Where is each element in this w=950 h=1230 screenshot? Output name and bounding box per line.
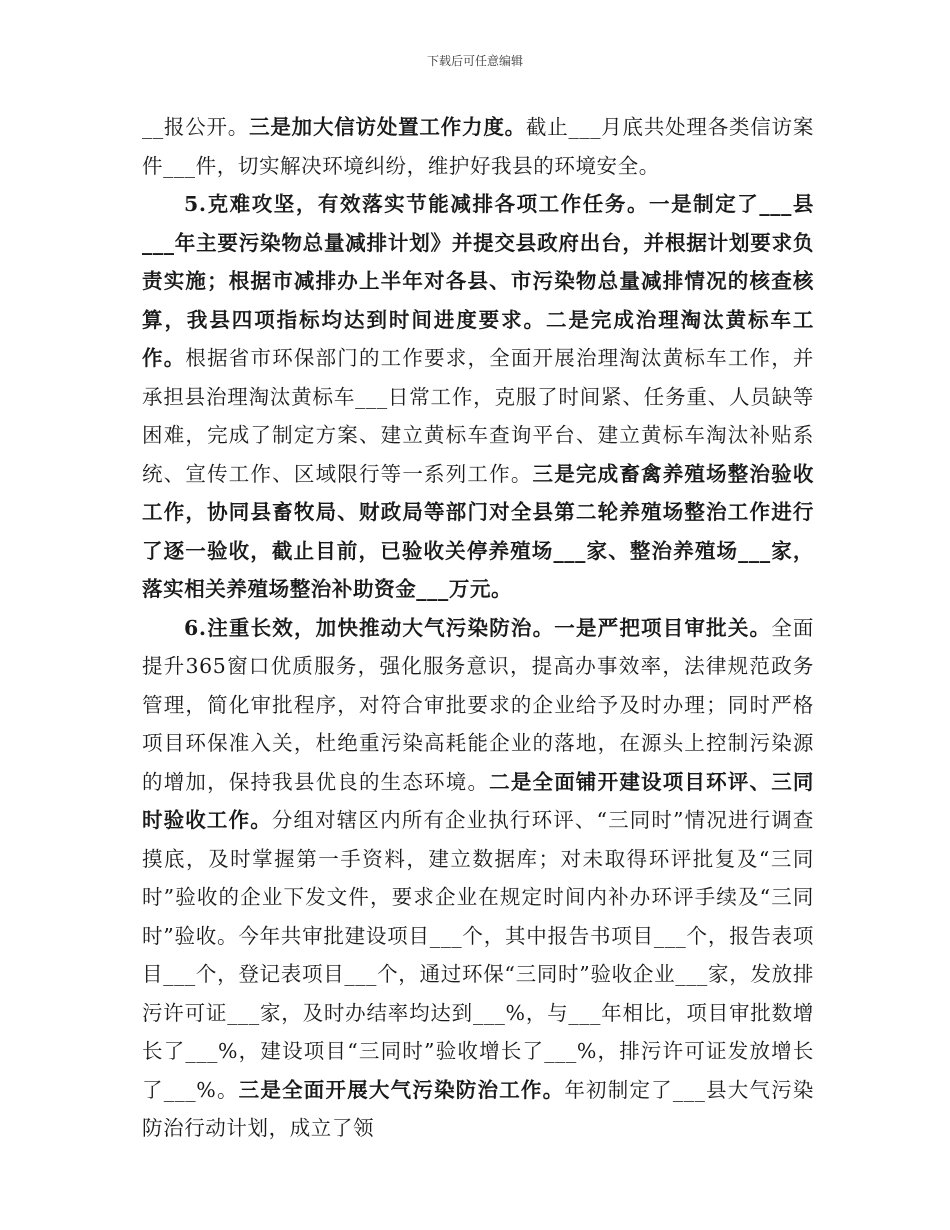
paragraph-run-bold: 5.克难攻坚，有效落实节能减排各项工作任务。一是制定了___县___年主要污染物总量减排计划》并提交县政府出台，并根据计划要求负责实施；根据市减排办上半年对各县、市污染物总量减排情况的核查核算，我县四项指标均达到时间进度要求。二是完成治理淘汰黄标车工作。 xyxy=(142,192,814,370)
paragraph-2 xyxy=(142,185,814,609)
paragraph-run-bold: 三是完成畜禽养殖场整治验收工作，协同县畜牧局、财政局等部门对全县第二轮养殖场整治工作进行了逐一验收，截止目前，已验收关停养殖场___家、整治养殖场___家，落实相关养殖场整治补助资金___万元。 xyxy=(142,461,814,601)
paragraph-run-bold: 三是全面开展大气污染防治工作。 xyxy=(238,1077,565,1102)
paragraph-3 xyxy=(142,609,814,1148)
page-header: 下载后可任意编辑 xyxy=(426,54,523,68)
paragraph-run: __报公开。 xyxy=(142,115,250,139)
paragraph-run: 全面提升365窗口优质服务，强化服务意识，提高办事效率，法律规范政务管理，简化审批程序，对符合审批要求的企业给予及时办理；同时严格项目环保准入关，杜绝重污染高耗能企业的落地，在源头上控制污染源的增加，保持我县优良的生态环境。 xyxy=(142,615,814,794)
paragraph-run-bold: 二是全面铺开建设项目环评、三同时验收工作。 xyxy=(142,769,814,832)
paragraph-run-bold: 三是加大信访处置工作力度。 xyxy=(249,115,526,139)
paragraph-run-bold: 6.注重长效，加快推动大气污染防治。一是严把项目审批关。 xyxy=(184,615,772,640)
document-body xyxy=(142,108,814,1148)
paragraph-run: 根据省市环保部门的工作要求，全面开展治理淘汰黄标车工作，并承担县治理淘汰黄标车___日常工作，克服了时间紧、任务重、人员缺等困难，完成了制定方案、建立黄标车查询平台、建立黄标车淘汰补贴系统、宣传工作、区域限行等一系列工作。 xyxy=(142,346,815,486)
paragraph-1 xyxy=(142,108,814,185)
paragraph-run: 年初制定了___县大气污染防治行动计划，成立了领 xyxy=(142,1077,814,1140)
paragraph-run: 截止___月底共处理各类信访案件___件，切实解决环境纠纷，维护好我县的环境安全。 xyxy=(142,115,814,178)
paragraph-run: 分组对辖区内所有企业执行环评、“三同时”情况进行调查摸底，及时掌握第一手资料，建立数据库；对未取得环评批复及“三同时”验收的企业下发文件，要求企业在规定时间内补办环评手续及“三同时”验收。今年共审批建设项目___个，其中报告书项目___个，报告表项目___个，登记表项目___个，通过环保“三同时”验收企业___家，发放排污许可证___家，及时办结率均达到___%，与___年相比，项目审批数增长了___%，建设项目“三同时”验收增长了___%，排污许可证发放增长了___%。 xyxy=(142,808,814,1102)
